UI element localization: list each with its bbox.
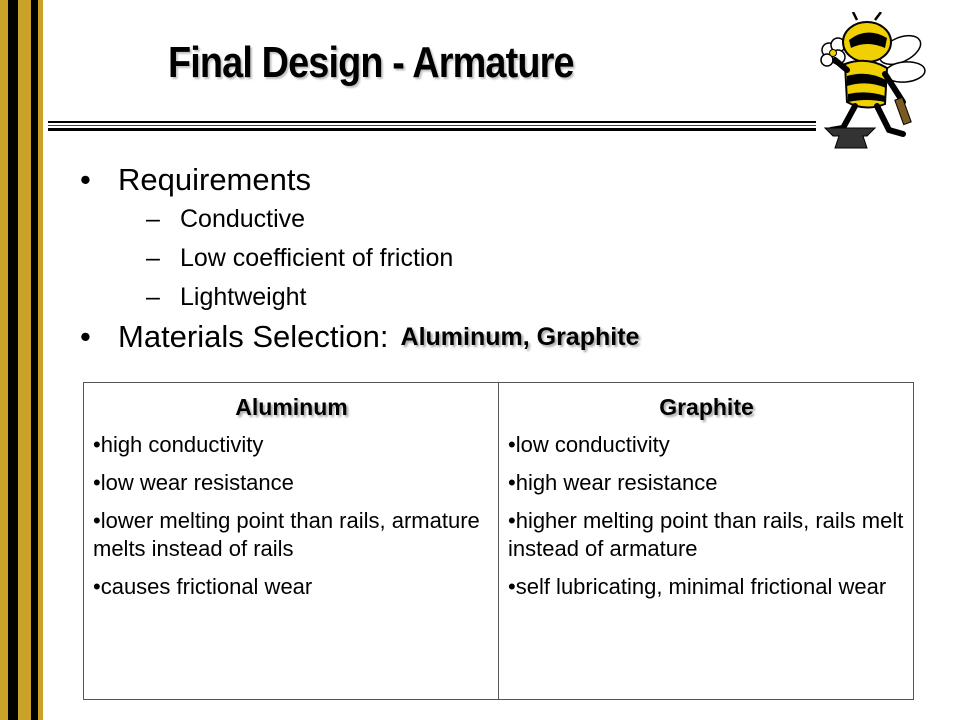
slide-title: Final Design - Armature [168, 38, 574, 87]
list-item: •lower melting point than rails, armature melts instead of rails [93, 508, 480, 561]
title-divider [48, 128, 816, 131]
comparison-table [83, 382, 914, 700]
left-stripe-black [31, 0, 38, 720]
list-item: •high conductivity [93, 432, 264, 457]
dash-marker: – [146, 244, 160, 272]
requirement-item [80, 200, 639, 239]
title-divider [48, 125, 816, 126]
dash-marker: – [146, 283, 160, 311]
requirements-label: Requirements [118, 162, 311, 197]
aluminum-column [84, 383, 499, 700]
requirement-item [80, 278, 639, 317]
bullet-materials [80, 317, 639, 357]
list-item: •causes frictional wear [93, 574, 313, 599]
yellow-jacket-mascot-icon [805, 12, 930, 152]
left-stripe-gold [0, 0, 8, 720]
left-stripe-gold [18, 0, 31, 720]
list-item: •low wear resistance [93, 470, 294, 495]
list-item: •low conductivity [508, 432, 670, 457]
list-item: •higher melting point than rails, rails melt instead of armature [508, 508, 904, 561]
bullet-marker: • [80, 319, 91, 354]
column-heading: Aluminum [235, 394, 348, 420]
list-item: •high wear resistance [508, 470, 718, 495]
dash-marker: – [146, 205, 160, 233]
bullet-requirements [80, 160, 639, 200]
requirement-text: Low coefficient of friction [180, 244, 454, 272]
list-item: •self lubricating, minimal frictional wear [508, 574, 887, 599]
materials-value: Aluminum, Graphite [400, 323, 640, 351]
requirement-item [80, 239, 639, 278]
graphite-column [499, 383, 914, 700]
requirement-text: Conductive [180, 205, 306, 233]
column-heading: Graphite [659, 394, 754, 420]
table-row [84, 383, 914, 700]
left-stripe-gold [38, 0, 43, 720]
requirements-list [80, 160, 639, 357]
requirement-text: Lightweight [180, 283, 307, 311]
left-stripe-black [8, 0, 18, 720]
materials-label: Materials Selection: [118, 319, 389, 354]
title-divider [48, 121, 816, 123]
bullet-marker: • [80, 162, 91, 197]
